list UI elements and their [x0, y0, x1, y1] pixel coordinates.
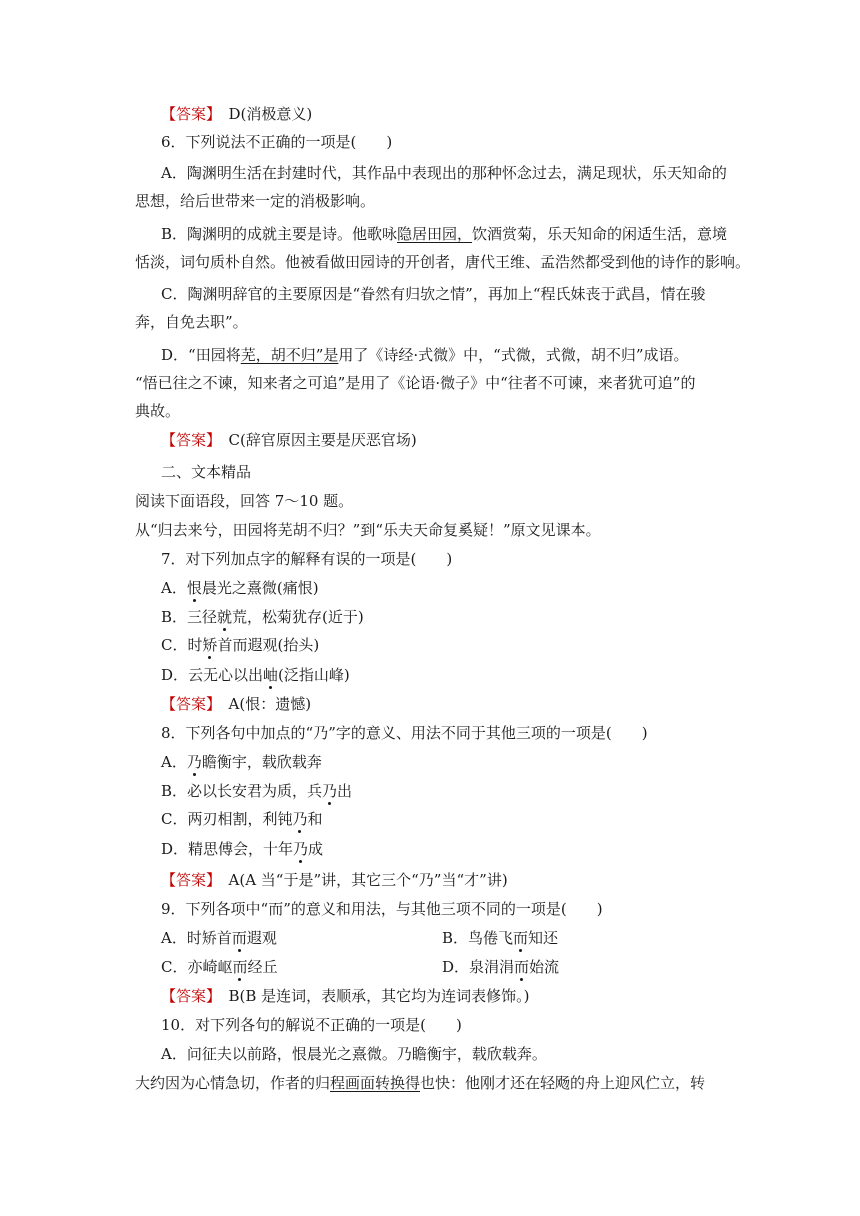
answer-line	[161, 869, 508, 891]
line-text: 奔，自免去职”。	[135, 313, 248, 331]
text-line	[161, 664, 350, 686]
dotted-character: 乃	[293, 840, 309, 858]
answer-label: 【答案】	[161, 695, 214, 713]
line-text: D(消极意义)	[213, 105, 313, 123]
dotted-character: 而	[232, 958, 248, 976]
line-text: A．时矫首	[161, 929, 232, 947]
line-text: 首而遐观(抬头)	[217, 636, 320, 654]
dotted-character: 岫	[263, 666, 279, 684]
second-column-option	[442, 927, 558, 949]
line-text: 二、文本精品	[161, 463, 252, 481]
answer-line	[161, 693, 311, 715]
text-line	[161, 344, 688, 366]
line-text: C．陶渊明辞官的主要原因是“眷然有归欤之情”，再加上“程氏妹丧于武昌，情在骏	[161, 285, 706, 303]
line-text: 典故。	[135, 402, 181, 420]
line-text: D．“田园将	[161, 346, 241, 364]
line-text: B．陶渊明的成就主要是诗。他歌咏	[161, 225, 398, 243]
line-text: B．三径	[161, 608, 218, 626]
answer-line	[161, 429, 417, 451]
answer-label: 【答案】	[161, 987, 214, 1005]
line-text: (泛指山峰)	[278, 666, 350, 684]
line-text: 10．对下列各句的解说不正确的一项是( )	[161, 1016, 462, 1034]
dotted-character: 乃	[186, 753, 202, 771]
text-line	[135, 400, 180, 422]
text-line	[161, 956, 560, 978]
text-line	[161, 606, 364, 628]
text-line	[161, 927, 559, 949]
line-text: 7．对下列加点字的解释有误的一项是( )	[161, 550, 453, 568]
text-line	[161, 131, 392, 153]
line-text: 成	[308, 840, 324, 858]
dotted-character: 而	[513, 929, 529, 947]
line-text: 瞻衡宇，载欣载奔	[201, 753, 322, 771]
text-line	[161, 634, 319, 656]
dotted-character: 矫	[202, 636, 218, 654]
line-text: 知还	[528, 929, 559, 947]
line-text: 饮酒赏菊，乐天知命的闲适生活，意境	[472, 225, 728, 243]
dotted-character: 乃	[322, 782, 338, 800]
line-text: 也快：他刚才还在轻飏的舟上迎风伫立，转	[420, 1074, 706, 1092]
line-text: B．鸟倦飞	[442, 929, 514, 947]
line-text: 思想，给后世带来一定的消极影响。	[135, 192, 376, 210]
dotted-character: 乃	[292, 810, 308, 828]
line-text: A．	[161, 579, 187, 597]
dotted-character: 就	[217, 608, 233, 626]
line-text: D．泉涓涓	[442, 958, 515, 976]
line-text: C．时	[161, 636, 203, 654]
text-line	[135, 190, 375, 212]
line-text: B．必以长安君为质，兵	[161, 782, 323, 800]
underlined-text: 隐居田园，	[397, 225, 473, 243]
line-text: 阅读下面语段，回答 7～10 题。	[135, 492, 354, 510]
line-text: C．亦崎岖	[161, 958, 233, 976]
answer-label: 【答案】	[161, 871, 214, 889]
line-text: 晨光之熹微(痛恨)	[201, 579, 319, 597]
line-text: 用了《诗经·式微》中，“式微，式微，胡不归”成语。	[338, 346, 689, 364]
line-text: A．陶渊明生活在封建时代，其作品中表现出的那种怀念过去，满足现状，乐天知命的	[161, 164, 727, 182]
line-text: “悟已往之不谏，知来者之可追”是用了《论语·微子》中“往者不可谏，来者犹可追”的	[135, 374, 696, 392]
text-line	[161, 722, 648, 744]
line-text: A(A 当“于是”讲，其它三个“乃”当“才”讲)	[213, 871, 508, 889]
text-line	[135, 251, 750, 273]
text-line	[161, 283, 706, 305]
text-line	[161, 898, 603, 920]
text-line	[161, 1014, 462, 1036]
text-line	[161, 162, 727, 184]
line-text: A．	[161, 753, 187, 771]
text-line	[161, 838, 323, 860]
dotted-character: 恨	[186, 579, 202, 597]
text-line	[161, 751, 322, 773]
line-text: D．精思傅会，十年	[161, 840, 294, 858]
line-text: 从“归去来兮，田园将芜胡不归？”到“乐夫天命复奚疑！”原文见课本。	[135, 521, 601, 539]
text-line	[135, 490, 353, 512]
line-text: 恬淡，词句质朴自然。他被看做田园诗的开创者，唐代王维、孟浩然都受到他的诗作的影响。	[135, 253, 751, 271]
underlined-text: 芜，胡不归”是	[240, 346, 339, 364]
text-line	[161, 223, 727, 245]
text-line	[161, 808, 323, 830]
text-line	[135, 519, 601, 541]
text-line	[161, 461, 251, 483]
line-text: B(B 是连词，表顺承，其它均为连词表修饰。)	[213, 987, 530, 1005]
answer-label: 【答案】	[161, 105, 214, 123]
line-text: C．两刃相割，利钝	[161, 810, 293, 828]
answer-line	[161, 103, 312, 125]
line-text: 6．下列说法不正确的一项是( )	[161, 133, 393, 151]
line-text: 荒，松菊犹存(近于)	[232, 608, 364, 626]
text-line	[161, 780, 352, 802]
dotted-character: 而	[514, 958, 530, 976]
answer-line	[161, 985, 530, 1007]
line-text: 遐观	[246, 929, 277, 947]
dotted-character: 而	[231, 929, 247, 947]
line-text: A．问征夫以前路，恨晨光之熹微。乃瞻衡宇，载欣载奔。	[161, 1045, 547, 1063]
text-line	[161, 548, 452, 570]
line-text: 和	[307, 810, 323, 828]
text-line	[135, 372, 695, 394]
line-text: 出	[337, 782, 353, 800]
text-line	[135, 311, 248, 333]
line-text: 经丘	[247, 958, 278, 976]
text-line	[161, 577, 319, 599]
text-line	[161, 1043, 547, 1065]
line-text: D．云无心以出	[161, 666, 264, 684]
line-text: C(辞官原因主要是厌恶官场)	[213, 431, 417, 449]
answer-label: 【答案】	[161, 431, 214, 449]
line-text: 始流	[529, 958, 560, 976]
line-text: 大约因为心情急切，作者的归	[135, 1074, 331, 1092]
line-text: A(恨：遗憾)	[213, 695, 312, 713]
underlined-text: 程画面转换得	[330, 1074, 421, 1092]
line-text: 8．下列各句中加点的“乃”字的意义、用法不同于其他三项的一项是( )	[161, 724, 648, 742]
line-text: 9．下列各项中“而”的意义和用法，与其他三项不同的一项是( )	[161, 900, 603, 918]
second-column-option	[442, 956, 559, 978]
text-line	[135, 1072, 705, 1094]
